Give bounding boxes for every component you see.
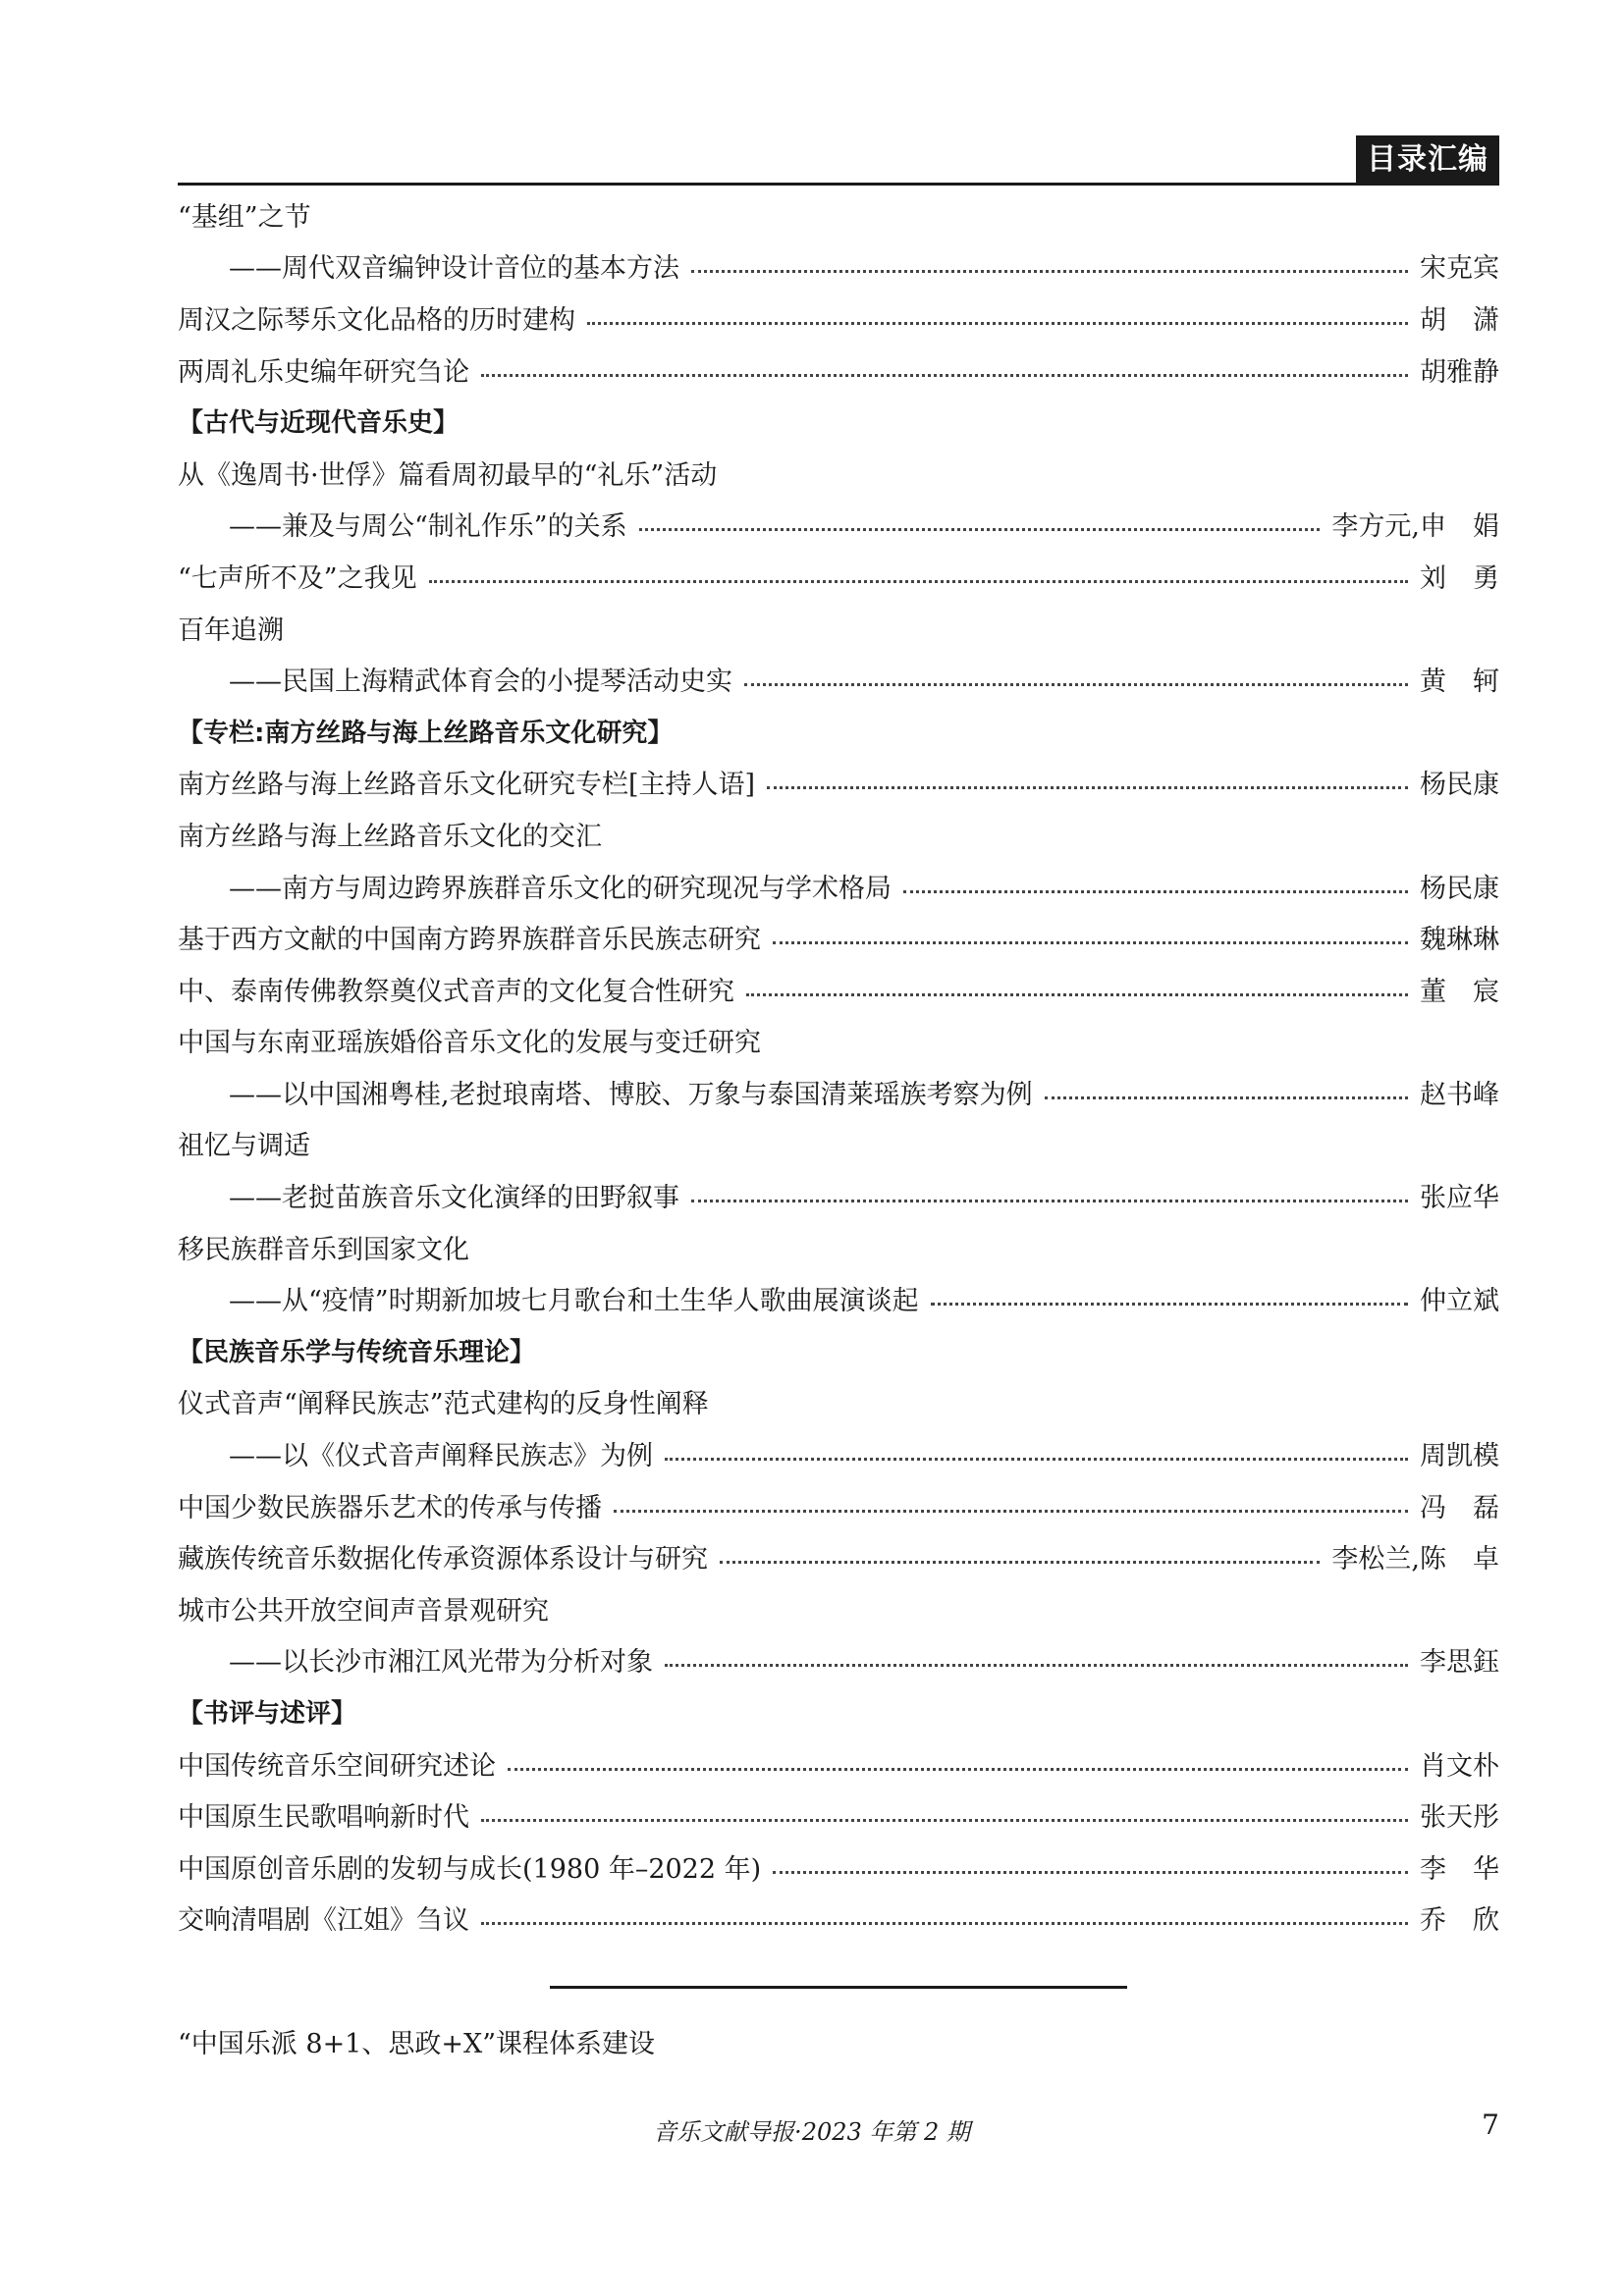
toc-entry	[178, 1789, 1499, 1841]
entry-author: 杨民康	[1420, 770, 1499, 801]
dot-leader	[691, 270, 1408, 273]
entry-title: 周汉之际琴乐文化品格的历时建构	[178, 304, 575, 336]
toc-entry	[178, 240, 1499, 293]
section-heading	[178, 395, 1499, 447]
dot-leader	[508, 1768, 1408, 1771]
entry-title: 仪式音声“阐释民族志”范式建构的反身性阐释	[178, 1389, 709, 1420]
toc-entry	[178, 653, 1499, 705]
toc-entry	[178, 550, 1499, 602]
section-tag: 目录汇编	[1356, 135, 1499, 185]
dot-leader	[903, 890, 1408, 893]
dot-leader	[767, 786, 1408, 789]
dot-leader	[773, 941, 1408, 944]
dot-leader	[1045, 1096, 1408, 1099]
entry-author: 赵书峰	[1420, 1079, 1499, 1110]
dot-leader	[481, 1819, 1408, 1822]
entry-title: 从《逸周书·世俘》篇看周初最早的“礼乐”活动	[178, 459, 718, 491]
entry-author: 乔 欣	[1420, 1905, 1499, 1937]
entry-author: 杨民康	[1420, 873, 1499, 904]
table-of-contents	[178, 188, 1499, 1944]
entry-title: 祖忆与调适	[178, 1131, 310, 1162]
toc-entry	[178, 292, 1499, 344]
entry-title: ——以中国湘粤桂,老挝琅南塔、博胶、万象与泰国清莱瑶族考察为例	[229, 1079, 1033, 1110]
entry-title: ——南方与周边跨界族群音乐文化的研究现况与学术格局	[229, 873, 892, 904]
dot-leader	[665, 1458, 1408, 1461]
dot-leader	[746, 993, 1408, 996]
entry-title: ——从“疫情”时期新加坡七月歌台和土生华人歌曲展演谈起	[229, 1286, 919, 1317]
page-number: 7	[1482, 2109, 1499, 2141]
dot-leader	[665, 1664, 1408, 1667]
toc-entry	[178, 963, 1499, 1015]
toc-entry	[178, 602, 1499, 654]
entry-author: 董 宸	[1420, 976, 1499, 1007]
entry-author: 周凯模	[1420, 1441, 1499, 1472]
entry-title: 中国原生民歌唱响新时代	[178, 1802, 469, 1834]
entry-author: 李方元,申 娟	[1331, 511, 1499, 543]
toc-entry	[178, 1221, 1499, 1273]
dot-leader	[481, 1922, 1408, 1925]
entry-title: 南方丝路与海上丝路音乐文化研究专栏[主持人语]	[178, 770, 756, 801]
toc-entry	[178, 1066, 1499, 1118]
dot-leader	[481, 374, 1408, 377]
entry-title: 移民族群音乐到国家文化	[178, 1234, 469, 1265]
dot-leader	[691, 1200, 1408, 1202]
entry-author: 李 华	[1420, 1853, 1499, 1885]
section-title: 【专栏:南方丝路与海上丝路音乐文化研究】	[178, 718, 674, 748]
toc-entry	[178, 808, 1499, 860]
entry-title: ——老挝苗族音乐文化演绎的田野叙事	[229, 1183, 679, 1214]
entry-author: 黄 轲	[1420, 667, 1499, 698]
entry-author: 仲立斌	[1420, 1286, 1499, 1317]
entry-title: 中国少数民族器乐艺术的传承与传播	[178, 1492, 602, 1523]
toc-entry	[178, 1479, 1499, 1531]
dot-leader	[587, 322, 1408, 325]
toc-entry	[178, 1737, 1499, 1789]
toc-entry	[178, 1376, 1499, 1428]
dot-leader	[614, 1510, 1408, 1513]
dot-leader	[744, 683, 1408, 686]
dot-leader	[639, 528, 1321, 531]
toc-entry	[178, 1634, 1499, 1686]
divider-rule	[550, 1986, 1127, 1989]
entry-title: 中国传统音乐空间研究述论	[178, 1750, 496, 1782]
section-title: 【民族音乐学与传统音乐理论】	[178, 1337, 536, 1367]
entry-title: 交响清唱剧《江姐》刍议	[178, 1905, 469, 1937]
toc-entry	[178, 447, 1499, 499]
entry-title: 中国与东南亚瑶族婚俗音乐文化的发展与变迁研究	[178, 1028, 761, 1059]
toc-entry	[178, 499, 1499, 551]
toc-entry	[178, 1893, 1499, 1945]
section-heading	[178, 1685, 1499, 1737]
entry-title: “七声所不及”之我见	[178, 562, 417, 594]
toc-entry	[178, 1530, 1499, 1582]
toc-entry	[178, 1015, 1499, 1067]
entry-author: 肖文朴	[1420, 1750, 1499, 1782]
entry-title: ——周代双音编钟设计音位的基本方法	[229, 253, 679, 285]
section-title: 【书评与述评】	[178, 1699, 357, 1730]
entry-title: 南方丝路与海上丝路音乐文化的交汇	[178, 821, 602, 852]
entry-author: 胡 潇	[1420, 304, 1499, 336]
entry-title: 基于西方文献的中国南方跨界族群音乐民族志研究	[178, 925, 761, 956]
toc-entry	[178, 911, 1499, 963]
section-heading	[178, 1324, 1499, 1376]
entry-author: 魏琳琳	[1420, 925, 1499, 956]
toc-entry	[178, 1427, 1499, 1479]
toc-entry	[178, 1169, 1499, 1221]
dot-leader	[773, 1871, 1408, 1874]
entry-author: 冯 磊	[1420, 1492, 1499, 1523]
dot-leader	[429, 580, 1408, 583]
entry-title: 百年追溯	[178, 614, 284, 646]
dot-leader	[931, 1303, 1408, 1306]
entry-title: ——以长沙市湘江风光带为分析对象	[229, 1647, 653, 1679]
entry-title: ——兼及与周公“制礼作乐”的关系	[229, 511, 627, 543]
entry-title: 中、泰南传佛教祭奠仪式音声的文化复合性研究	[178, 976, 734, 1007]
header-rule	[178, 183, 1499, 186]
footer-journal: 音乐文献导报·2023 年第 2 期	[653, 2118, 970, 2146]
entry-title: ——以《仪式音声阐释民族志》为例	[229, 1441, 653, 1472]
entry-title: ——民国上海精武体育会的小提琴活动史实	[229, 667, 732, 698]
entry-title: 两周礼乐史编年研究刍论	[178, 356, 469, 388]
section-title: 【古代与近现代音乐史】	[178, 408, 460, 439]
section-heading	[178, 705, 1499, 757]
entry-author: 李松兰,陈 卓	[1331, 1544, 1499, 1575]
entry-author: 张应华	[1420, 1183, 1499, 1214]
entry-author: 胡雅静	[1420, 356, 1499, 388]
entry-title: 中国原创音乐剧的发轫与成长(1980 年–2022 年)	[178, 1853, 762, 1885]
entry-author: 宋克宾	[1420, 253, 1499, 285]
toc-entry	[178, 860, 1499, 912]
dot-leader	[720, 1561, 1320, 1564]
entry-title: 藏族传统音乐数据化传承资源体系设计与研究	[178, 1544, 708, 1575]
entry-author: 张天彤	[1420, 1802, 1499, 1834]
toc-entry	[178, 1118, 1499, 1170]
toc-entry	[178, 757, 1499, 809]
toc-entry	[178, 1582, 1499, 1634]
entry-author: 刘 勇	[1420, 562, 1499, 594]
entry-title: 城市公共开放空间声音景观研究	[178, 1595, 549, 1627]
entry-title: “基组”之节	[178, 201, 311, 233]
toc-entry	[178, 1272, 1499, 1324]
toc-entry	[178, 188, 1499, 240]
extra-title: “中国乐派 8+1、思政+X”课程体系建设	[178, 2029, 656, 2059]
entry-author: 李思鈺	[1420, 1647, 1499, 1679]
toc-entry	[178, 1841, 1499, 1893]
toc-entry	[178, 344, 1499, 396]
